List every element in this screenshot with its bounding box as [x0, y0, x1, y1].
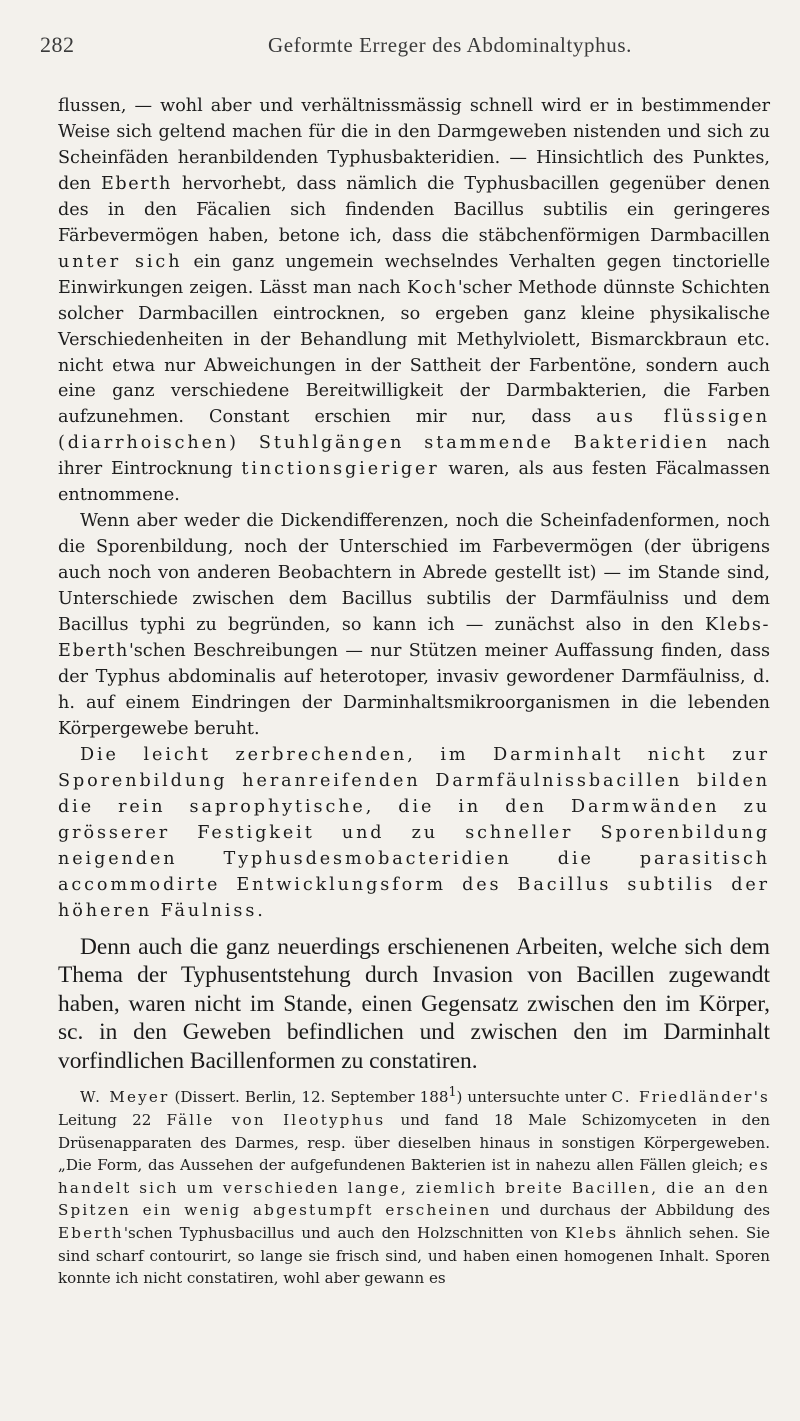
emphasis: aus flüssigen (diarrhoischen) Stuhlgängen stammende Bakteridien [58, 407, 770, 454]
text-run: ) untersuchte unter [456, 1088, 612, 1107]
text-run: 'schen Beschreibungen — nur Stützen meiner Auffassung finden, dass der Typhus abdominalis auf heterotoper, invasiv gewordener Darmfäulniss, d. h. auf einem Eindringen der Darminhaltsmikroorganismen in die lebenden Körpergewebe beruht. [58, 641, 770, 739]
emphasis: Fälle von Ileotyphus [166, 1111, 386, 1130]
page-body [58, 94, 770, 1290]
author-name: Eberth [100, 173, 172, 194]
text-run: Wenn aber weder die Dickendifferenzen, noch die Scheinfadenformen, noch die Sporenbildung, noch der Unterschied im Farbevermögen (der übrigens auch noch von anderen Beobachtern in Abrede gestellt ist) — im Stande sind, Unterschiede zwischen dem Bacillus subtilis der Darmfäulniss und dem Bacillus typhi zu begründen, so kann ich — zunächst also in den [58, 511, 770, 636]
text-run: und fand 18 Male Schizomyceten in den Drüsenapparaten des Darmes, resp. über dieselben hinaus in sonstigen Körpergeweben. „Die Form, das Aussehen der aufgefundenen Bakterien ist in nahezu allen Fällen gleich; [58, 1111, 770, 1175]
paragraph-5-small [58, 1081, 770, 1289]
author-name: Klebs-Eberth [58, 615, 770, 662]
author-name: Eberth [58, 1224, 124, 1243]
text-run: (Dissert. Berlin, 12. September 188 [169, 1088, 449, 1107]
text-run: 'schen Typhusbacillus und auch den Holzschnitten von [123, 1224, 565, 1243]
running-title: Geformte Erreger des Abdominaltyphus. [268, 33, 632, 57]
paragraph-4-large: Denn auch die ganz neuerdings erschienenen Arbeiten, welche sich dem Thema der Typhusentstehung durch Invasion von Bacillen zugewandt haben, waren nicht im Stande, einen Gegensatz zwischen den im Körper, sc. in den Geweben befindlichen und zwischen den im Darminhalt vorfindlichen Bacillenformen zu constatiren. [58, 933, 770, 1074]
author-name: Klebs [564, 1224, 619, 1243]
text-run: Leitung 22 [58, 1111, 167, 1130]
text-run: ein ganz ungemein wechselndes Verhalten gegen tinctorielle Einwirkungen zeigen. Lässt man nach [58, 251, 770, 298]
emphasis: es handelt sich um verschieden lange, ziemlich breite Bacillen, die an den Spitzen ein wenig abgestumpft erscheinen [58, 1156, 770, 1220]
text-run: waren, als aus festen Fäcalmassen entnommene. [58, 459, 770, 506]
page-number: 282 [40, 32, 75, 57]
text-run: und durchaus der Abbildung des [491, 1201, 770, 1220]
paragraph-2 [58, 509, 770, 743]
superscript: 1 [448, 1084, 457, 1100]
paragraph-1 [58, 94, 770, 509]
paragraph-3-emphasized: Die leicht zerbrechenden, im Darminhalt nicht zur Sporenbildung heranreifenden Darmfäulnissbacillen bilden die rein saprophytische, die in den Darmwänden zu grösserer Festigkeit und zu schneller Sporenbildung neigenden Typhusdesmobacteridien die parasitisch accommodirte Entwicklungsform des Bacillus subtilis der höheren Fäulniss. [58, 744, 770, 921]
page-header [40, 32, 770, 62]
author-name: W. Meyer [80, 1088, 170, 1107]
emphasis: tinctionsgieriger [241, 459, 440, 480]
text-run: nach ihrer Eintrocknung [58, 433, 770, 480]
text-run: ähnlich sehen. Sie sind scharf contourirt, so lange sie frisch sind, und haben einen homogenen Inhalt. Sporen konnte ich nicht constatiren, wohl aber gewann es [58, 1224, 770, 1288]
text-run: flussen, — wohl aber und verhältnissmässig schnell wird er in bestimmender Weise sich geltend machen für die in den Darmgeweben nistenden und sich zu Scheinfäden heranbildenden Typhusbakteridien. — Hinsichtlich des Punktes, den [58, 96, 770, 194]
author-name: Koch [406, 277, 458, 298]
emphasis: unter sich [58, 251, 183, 272]
text-run: 'scher Methode dünnste Schichten solcher Darmbacillen eintrocknen, so ergeben ganz kleine physikalische Verschiedenheiten in der Behandlung mit Methylviolett, Bismarckbraun etc. nicht etwa nur Abweichungen in der Sattheit der Farbentöne, sondern auch eine ganz verschiedene Bereitwilligkeit der Darmbakterien, die Farben aufzunehmen. Constant erschien mir nur, dass [58, 277, 771, 428]
text-run: hervorhebt, dass nämlich die Typhusbacillen gegenüber denen des in den Fäcalien sich findenden Bacillus subtilis ein geringeres Färbevermögen haben, betone ich, dass die stäbchenförmigen Darmbacillen [58, 173, 770, 246]
author-name: C. Friedländer's [611, 1088, 770, 1107]
